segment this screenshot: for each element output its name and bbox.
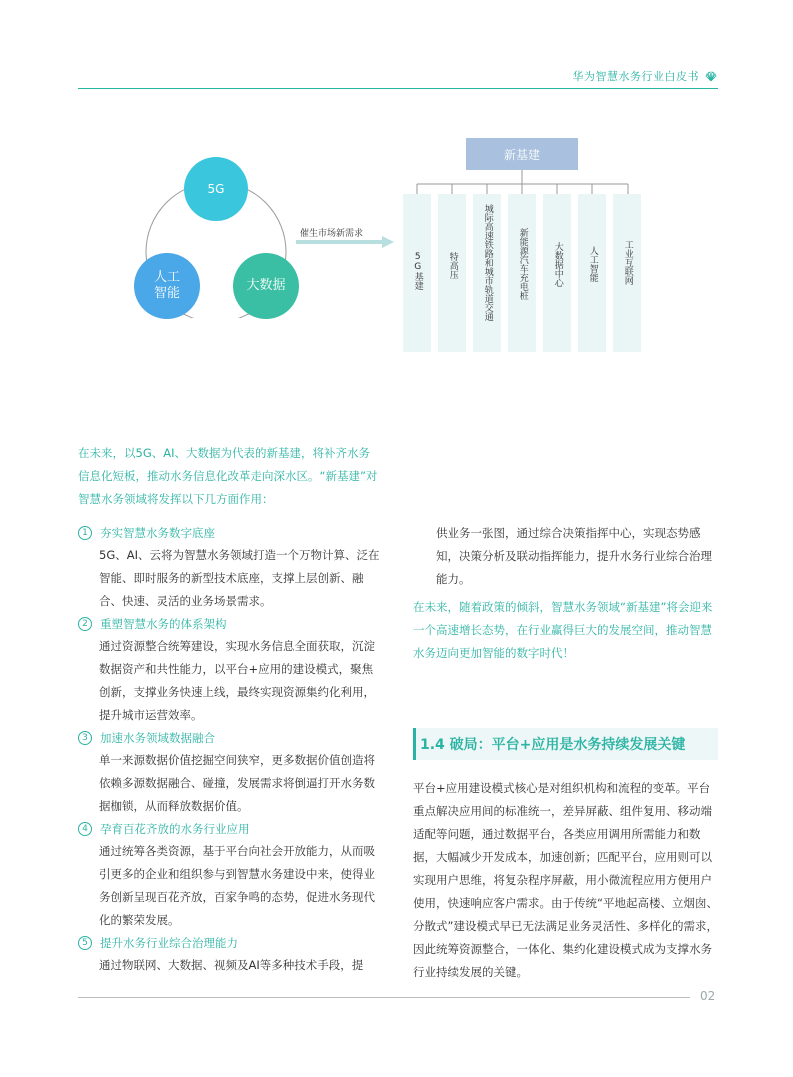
list-item — [78, 613, 382, 727]
branch-label: 新能源汽车充电桩 — [517, 228, 528, 300]
item-heading — [78, 818, 382, 840]
item-title: 提升水务行业综合治理能力 — [100, 936, 238, 950]
arrow-label: 催生市场新需求 — [300, 229, 364, 239]
header-title-text: 华为智慧水务行业白皮书 — [572, 70, 699, 83]
benefit-list — [78, 522, 382, 977]
root-box-new-infrastructure: 新基建 — [466, 138, 578, 170]
list-item — [78, 818, 382, 932]
item-heading — [78, 727, 382, 749]
branch-ai — [578, 194, 606, 352]
intro-paragraph: 在未来，以5G、AI、大数据为代表的新基建，将补齐水务信息化短板，推动水务信息化改革走向深水区。“新基建”对智慧水务领域将发挥以下几方面作用： — [78, 446, 378, 506]
item-title: 重塑智慧水务的体系架构 — [100, 617, 227, 631]
branch-5g-infrastructure — [403, 194, 431, 352]
item-body: 单一来源数据价值挖掘空间狭窄，更多数据价值创造将依赖多源数据融合、碰撞，发展需求将倒逼打开水务数据枷锁，从而释放数据价值。 — [99, 753, 375, 813]
huawei-logo-icon — [705, 70, 717, 82]
circle-big-data: 大数据 — [233, 253, 299, 319]
highlight-paragraph: 在未来，随着政策的倾斜，智慧水务领域“新基建”将会迎来一个高速增长态势，在行业赢得巨大的发展空间，推动智慧水务迈向更加智能的数字时代！ — [413, 600, 713, 660]
item-number: 3 — [78, 731, 92, 745]
section-accent — [413, 728, 416, 760]
section-title: 1.4 破局：平台+应用是水务持续发展关键 — [420, 737, 686, 753]
section-body: 平台+应用建设模式核心是对组织机构和流程的变革。平台重点解决应用间的标准统一，差异屏蔽、组件复用、移动端适配等问题，通过数据平台，各类应用调用所需能力和数据，大幅减少开发成本，加速创新；匹配平台，应用则可以实现用户思维，将复杂程序屏蔽，用小微流程应用方便用户使用，快速响应客户需求。由于传统“平地起高楼、立烟囱、分散式”建设模式早已无法满足业务灵活性、多样化的需求，因此统筹资源整合，一体化、集约化建设模式成为支撑水务行业持续发展的关键。 — [413, 781, 718, 979]
branch-ev-charging — [508, 194, 536, 352]
list-item — [78, 522, 382, 613]
branch-label: 5G基建 — [412, 252, 423, 290]
list-item — [78, 932, 382, 977]
item-number: 2 — [78, 617, 92, 631]
item-body: 5G、AI、云将为智慧水务领域打造一个万物计算、泛在智能、即时服务的新型技术底座，支撑上层创新、融合、快速、灵活的业务场景需求。 — [99, 548, 380, 608]
item-heading — [78, 522, 382, 544]
item-number: 5 — [78, 936, 92, 950]
branch-label: 工业互联网 — [622, 240, 633, 285]
tree-connectors — [400, 170, 640, 196]
circle-ai: 人工 智能 — [134, 253, 200, 319]
page-number: 02 — [700, 989, 716, 1003]
branch-label: 大数据中心 — [552, 242, 563, 287]
header-rule — [78, 88, 718, 89]
item-heading — [78, 932, 382, 954]
branch-intercity-rail — [473, 194, 501, 352]
item-body: 通过资源整合统筹建设，实现水务信息全面获取，沉淀数据资产和共性能力，以平台+应用的建设模式，聚焦创新，支撑业务快速上线，最终实现资源集约化利用，提升城市运营效率。 — [99, 639, 375, 722]
item-title: 孕育百花齐放的水务行业应用 — [100, 822, 250, 836]
item-number: 4 — [78, 822, 92, 836]
footer-rule — [78, 997, 690, 998]
branch-label: 城际高速铁路和城市轨道交通 — [482, 204, 493, 321]
continuation-paragraph: 供业务一张图，通过综合决策指挥中心，实现态势感知，决策分析及联动指挥能力，提升水务行业综合治理能力。 — [436, 526, 712, 586]
list-item — [78, 727, 382, 818]
item-title: 加速水务领域数据融合 — [100, 731, 215, 745]
item-heading — [78, 613, 382, 635]
item-body: 通过统筹各类资源，基于平台向社会开放能力，从而吸引更多的企业和组织参与到智慧水务建设中来，使得业务创新呈现百花齐放，百家争鸣的态势，促进水务现代化的繁荣发展。 — [99, 844, 375, 927]
item-body: 通过物联网、大数据、视频及AI等多种技术手段，提 — [99, 958, 364, 972]
item-title: 夯实智慧水务数字底座 — [100, 526, 215, 540]
branch-big-data-center — [543, 194, 571, 352]
circle-5g: 5G — [184, 157, 248, 221]
branch-label: 人工智能 — [587, 246, 598, 282]
item-number: 1 — [78, 526, 92, 540]
branch-label: 特高压 — [447, 252, 458, 279]
branch-uhv — [438, 194, 466, 352]
branch-industrial-internet — [613, 194, 641, 352]
header-title — [573, 68, 718, 84]
